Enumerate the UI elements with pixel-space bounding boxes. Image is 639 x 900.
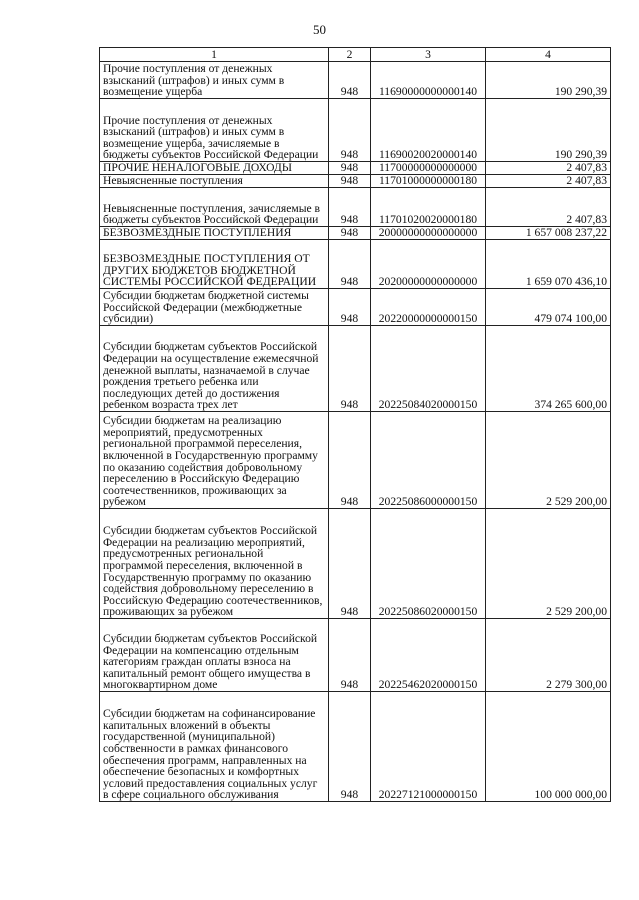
header-cell-3: 3 (371, 48, 486, 62)
table-row (100, 62, 611, 99)
row-amount: 190 290,39 (486, 62, 611, 99)
row-admin-code: 948 (329, 188, 371, 227)
row-classification-code: 11701020020000180 (371, 188, 486, 227)
row-classification-code: 20220000000000150 (371, 289, 486, 326)
row-name: Невыясненные поступления, зачисляемые в бюджеты субъектов Российской Федерации (100, 188, 329, 227)
row-admin-code: 948 (329, 62, 371, 99)
row-amount: 2 279 300,00 (486, 619, 611, 692)
table-row (100, 162, 611, 175)
page-number: 50 (313, 22, 326, 37)
header-cell-1: 1 (100, 48, 329, 62)
row-name: Субсидии бюджетам субъектов Российской Федерации на осуществление ежемесячной денежной выплаты, назначаемой в случае рождения третьего ребенка или последующих детей до достижения ребенком возраста трех лет (100, 326, 329, 412)
table-row (100, 289, 611, 326)
table-row (100, 619, 611, 692)
table-row (100, 188, 611, 227)
header-cell-4: 4 (486, 48, 611, 62)
row-amount: 190 290,39 (486, 99, 611, 162)
table-row (100, 509, 611, 619)
row-classification-code: 20227121000000150 (371, 692, 486, 802)
row-admin-code: 948 (329, 162, 371, 175)
table-row (100, 326, 611, 412)
row-amount: 1 659 070 436,10 (486, 240, 611, 289)
table-row (100, 412, 611, 509)
row-name: ПРОЧИЕ НЕНАЛОГОВЫЕ ДОХОДЫ (100, 162, 329, 175)
row-classification-code: 20225462020000150 (371, 619, 486, 692)
row-amount: 2 529 200,00 (486, 412, 611, 509)
row-admin-code: 948 (329, 289, 371, 326)
row-name: Субсидии бюджетам субъектов Российской Федерации на компенсацию отдельным категориям граждан оплаты взноса на капитальный ремонт общего имущества в многоквартирном доме (100, 619, 329, 692)
row-classification-code: 20225086000000150 (371, 412, 486, 509)
revenue-table (99, 47, 611, 802)
row-classification-code: 11690000000000140 (371, 62, 486, 99)
row-name: Прочие поступления от денежных взысканий (штрафов) и иных сумм в возмещение ущерба (100, 62, 329, 99)
table-row (100, 692, 611, 802)
row-name: БЕЗВОЗМЕЗДНЫЕ ПОСТУПЛЕНИЯ (100, 227, 329, 240)
table-row (100, 227, 611, 240)
row-amount: 2 407,83 (486, 175, 611, 188)
row-admin-code: 948 (329, 509, 371, 619)
row-classification-code: 20225084020000150 (371, 326, 486, 412)
row-classification-code: 11690020020000140 (371, 99, 486, 162)
row-classification-code: 11701000000000180 (371, 175, 486, 188)
row-name: Субсидии бюджетам на реализацию мероприятий, предусмотренных региональной программой переселения, включенной в Государственную программу по оказанию содействия добровольному переселению в Российскую Федерацию соотечественников, проживающих за рубежом (100, 412, 329, 509)
row-admin-code: 948 (329, 326, 371, 412)
row-amount: 100 000 000,00 (486, 692, 611, 802)
row-name: Прочие поступления от денежных взысканий (штрафов) и иных сумм в возмещение ущерба, зачисляемые в бюджеты субъектов Российской Федерации (100, 99, 329, 162)
row-name: Субсидии бюджетам на софинансирование капитальных вложений в объекты государственной (муниципальной) собственности в рамках финансового обеспечения программ, направленных на обеспечение безопасных и комфортных условий предоставления социальных услуг в сфере социального обслуживания (100, 692, 329, 802)
row-classification-code: 11700000000000000 (371, 162, 486, 175)
row-classification-code: 20000000000000000 (371, 227, 486, 240)
table-row (100, 99, 611, 162)
row-amount: 1 657 008 237,22 (486, 227, 611, 240)
row-name: Субсидии бюджетам бюджетной системы Российской Федерации (межбюджетные субсидии) (100, 289, 329, 326)
row-admin-code: 948 (329, 692, 371, 802)
row-classification-code: 20225086020000150 (371, 509, 486, 619)
row-amount: 2 407,83 (486, 162, 611, 175)
header-cell-2: 2 (329, 48, 371, 62)
row-name: БЕЗВОЗМЕЗДНЫЕ ПОСТУПЛЕНИЯ ОТ ДРУГИХ БЮДЖЕТОВ БЮДЖЕТНОЙ СИСТЕМЫ РОССИЙСКОЙ ФЕДЕРАЦИИ (100, 240, 329, 289)
header-row (100, 48, 611, 62)
row-admin-code: 948 (329, 227, 371, 240)
row-admin-code: 948 (329, 619, 371, 692)
row-classification-code: 20200000000000000 (371, 240, 486, 289)
table-row (100, 240, 611, 289)
row-name: Субсидии бюджетам субъектов Российской Федерации на реализацию мероприятий, предусмотренных региональной программой переселения, включенной в Государственную программу по оказанию содействия добровольному переселению в Российскую Федерацию соотечественников, проживающих за рубежом (100, 509, 329, 619)
row-admin-code: 948 (329, 175, 371, 188)
row-admin-code: 948 (329, 412, 371, 509)
row-amount: 2 407,83 (486, 188, 611, 227)
row-amount: 374 265 600,00 (486, 326, 611, 412)
table-row (100, 175, 611, 188)
row-admin-code: 948 (329, 240, 371, 289)
row-name: Невыясненные поступления (100, 175, 329, 188)
row-amount: 2 529 200,00 (486, 509, 611, 619)
row-amount: 479 074 100,00 (486, 289, 611, 326)
row-admin-code: 948 (329, 99, 371, 162)
